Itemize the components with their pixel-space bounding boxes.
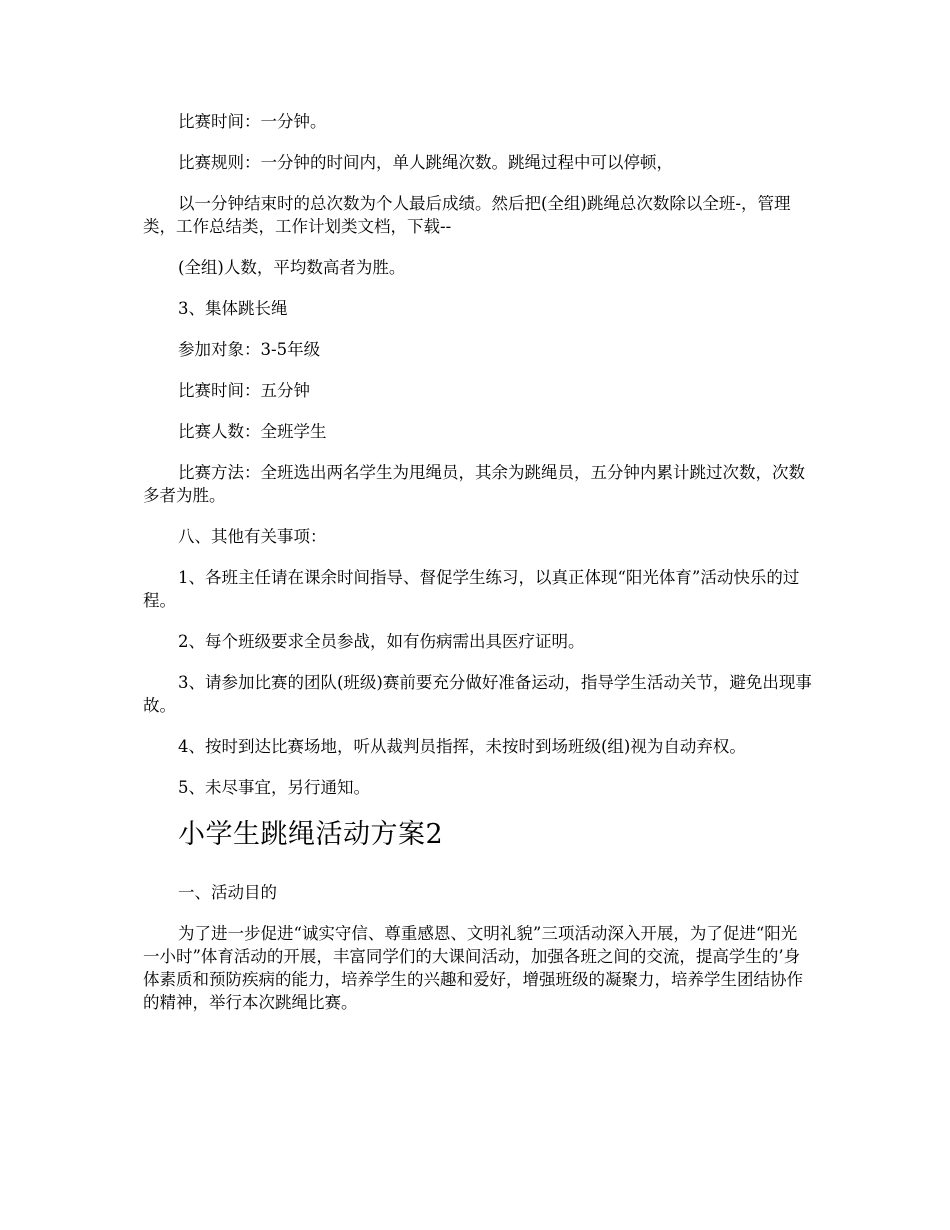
document-body — [143, 110, 813, 1032]
section-heading: 小学生跳绳活动方案2 — [178, 819, 444, 850]
paragraph: 比赛方法：全班选出两名学生为甩绳员，其余为跳绳员，五分钟内累计跳过次数，次数多者为胜。 — [143, 463, 805, 505]
paragraph: 比赛规则：一分钟的时间内，单人跳绳次数。跳绳过程中可以停顿， — [178, 153, 673, 172]
paragraph: 以一分钟结束时的总次数为个人最后成绩。然后把(全组)跳绳总次数除以全班-，管理类，工作总结类，工作计划类文档，下载-- — [143, 194, 791, 236]
paragraph: 1、各班主任请在课余时间指导、督促学生练习，以真正体现“阳光体育”活动快乐的过程。 — [143, 568, 800, 610]
paragraph: 4、按时到达比赛场地，听从裁判员指挥，未按时到场班级(组)视为自动弃权。 — [178, 737, 746, 756]
paragraph: 5、未尽事宜，另行通知。 — [178, 778, 370, 797]
paragraph: 比赛时间：五分钟 — [178, 381, 310, 400]
paragraph: 八、其他有关事项： — [178, 527, 327, 546]
paragraph: 2、每个班级要求全员参战，如有伤病需出具医疗证明。 — [178, 632, 585, 651]
paragraph: 参加对象：3-5年级 — [178, 340, 321, 359]
paragraph: 比赛人数：全班学生 — [178, 422, 327, 441]
paragraph: 为了进一步促进“诚实守信、尊重感恩、文明礼貌”三项活动深入开展，为了促进“阳光一小时”体育活动的开展，丰富同学们的大课间活动，加强各班之间的交流，提高学生的’身体素质和预防疾病的能力，培养学生的兴趣和爱好，增强班级的凝聚力，培养学生团结协作的精神，举行本次跳绳比赛。 — [143, 924, 803, 1012]
paragraph: (全组)人数，平均数高者为胜。 — [178, 258, 406, 277]
paragraph: 3、请参加比赛的团队(班级)赛前要充分做好准备运动，指导学生活动关节，避免出现事故。 — [143, 673, 812, 715]
paragraph: 比赛时间：一分钟。 — [178, 112, 327, 131]
paragraph: 3、集体跳长绳 — [178, 299, 288, 318]
paragraph: 一、活动目的 — [178, 883, 277, 902]
